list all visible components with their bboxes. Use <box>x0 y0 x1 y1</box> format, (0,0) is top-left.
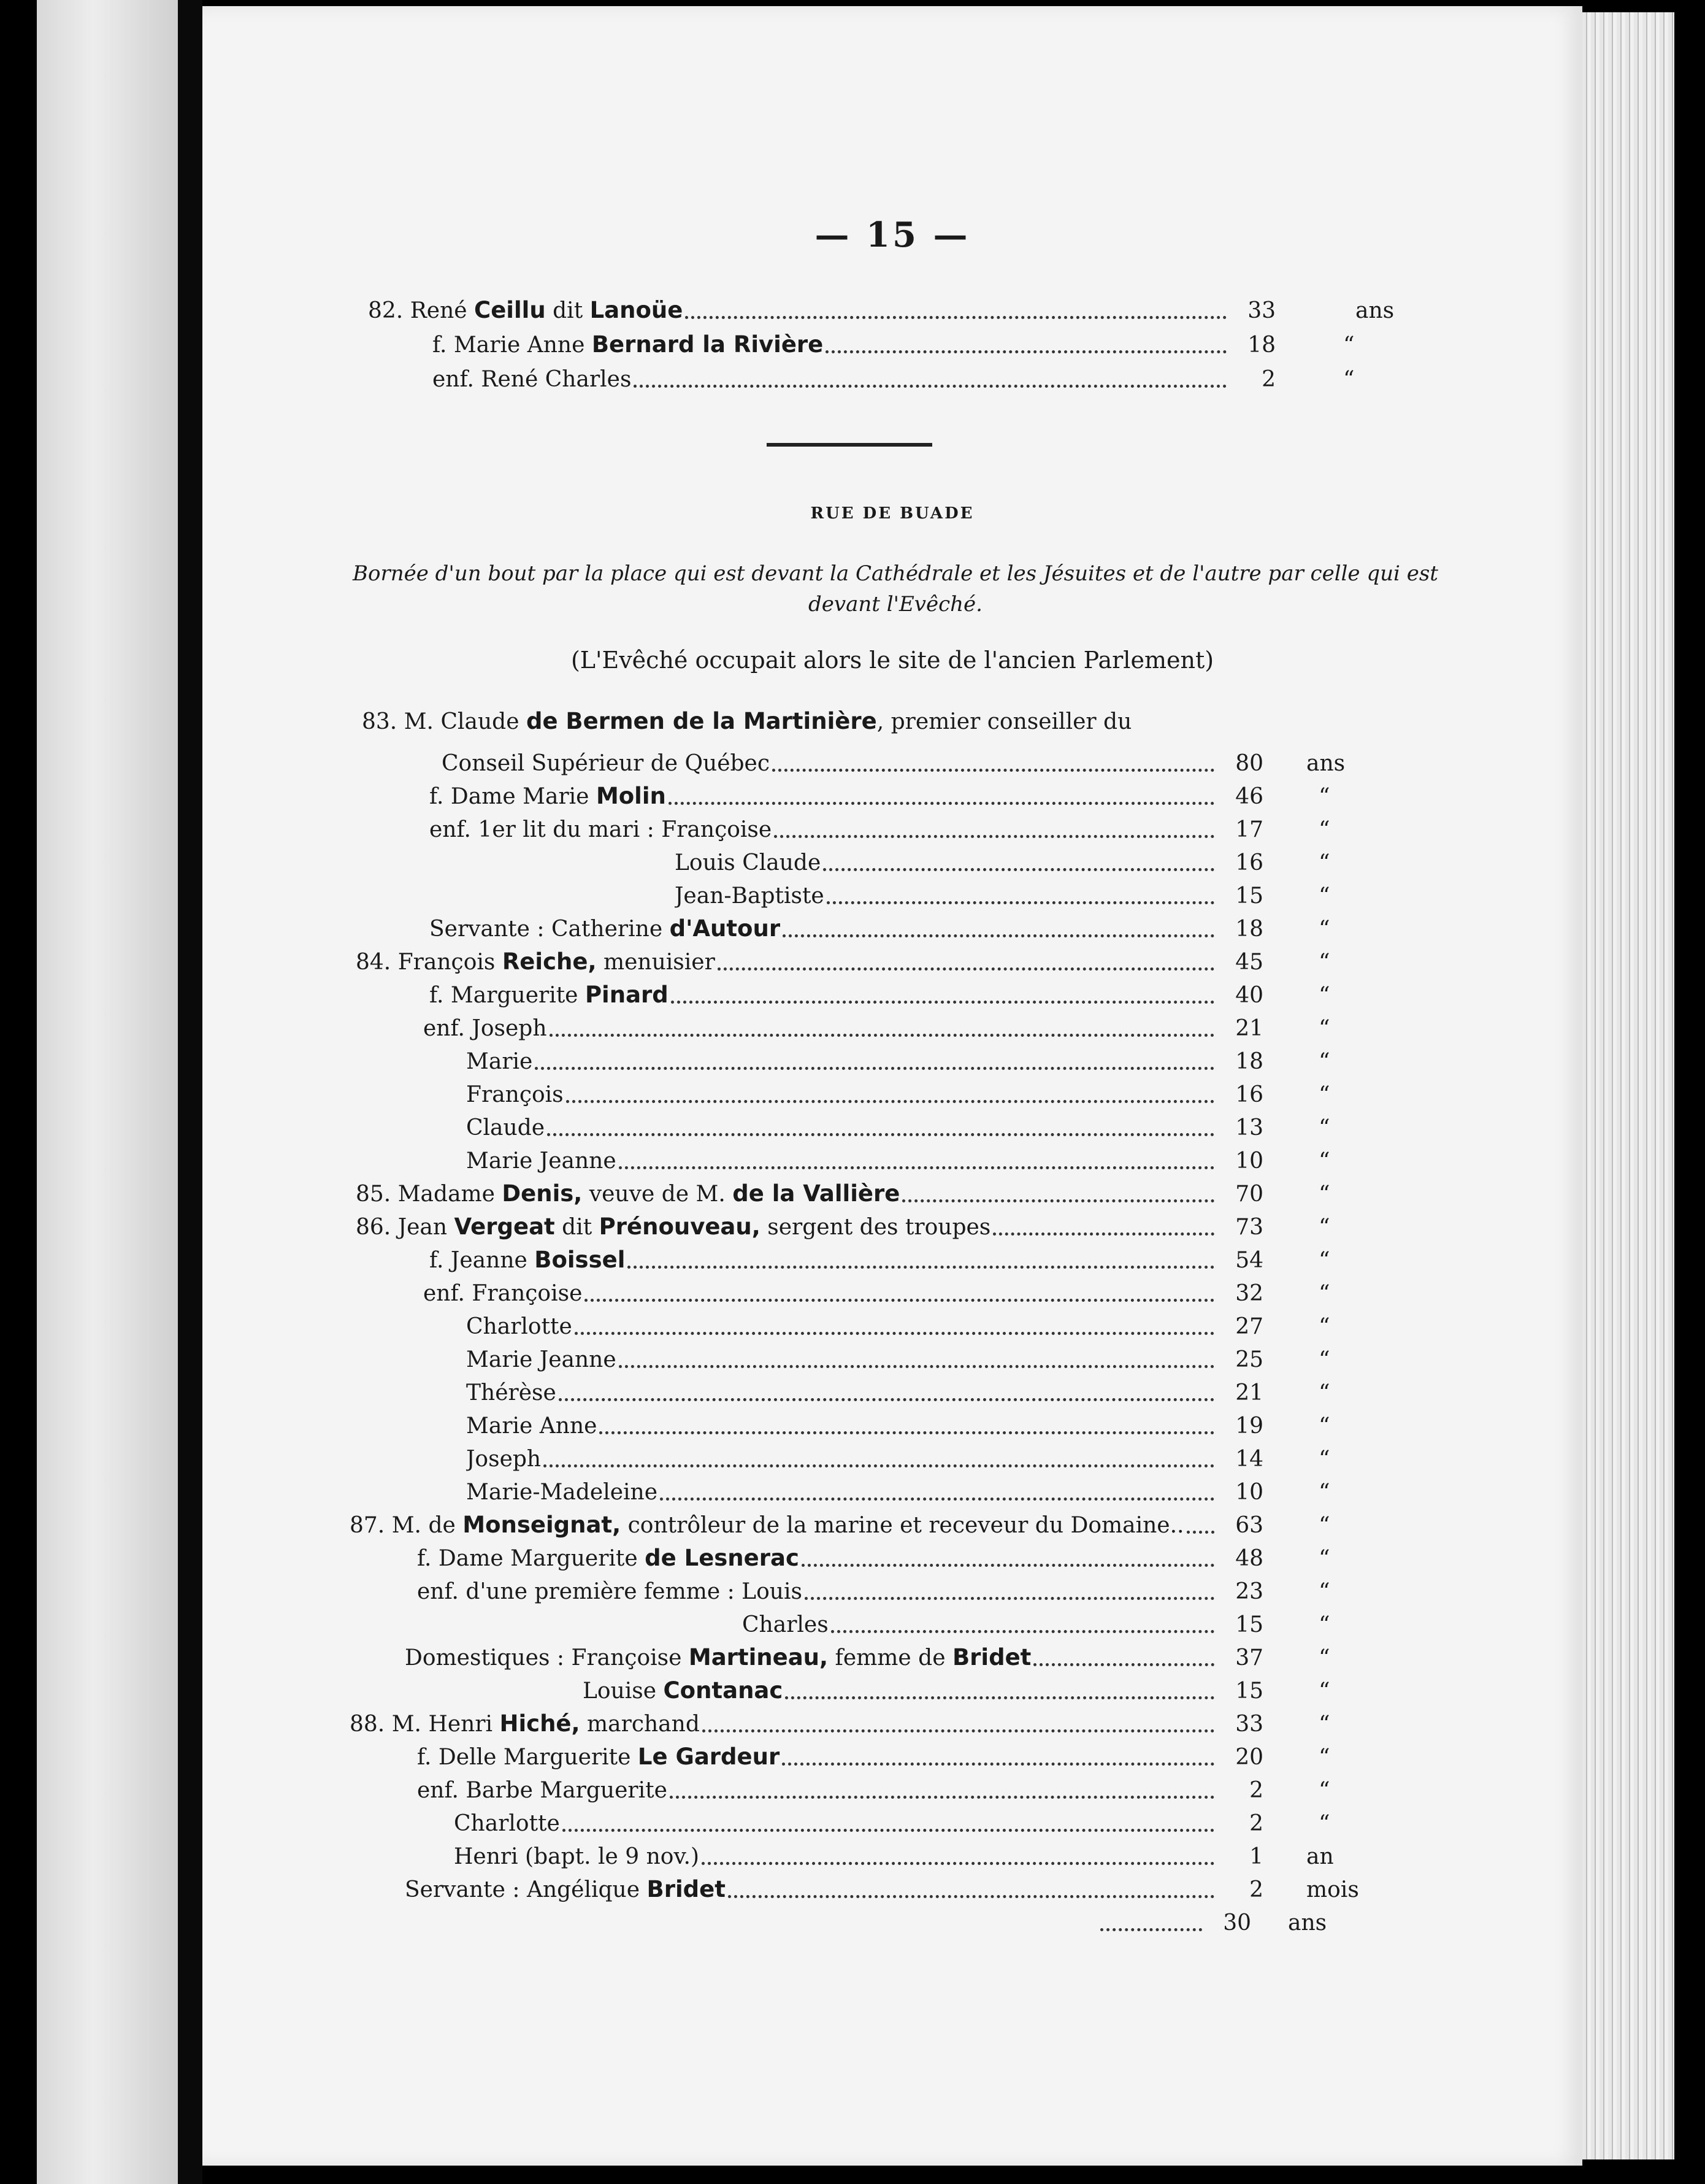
surname: Reiche, <box>502 948 597 975</box>
entry-text: 82. René <box>368 298 475 323</box>
surname: Lanoüe <box>589 297 683 323</box>
entry-text <box>466 1377 1220 1410</box>
entry-row <box>466 1079 1220 1112</box>
age-unit: ans <box>1306 751 1346 776</box>
entry-row <box>1098 1907 1208 1940</box>
document-page <box>202 6 1582 2166</box>
leader-dots <box>1100 1928 1202 1931</box>
entry-row <box>417 1542 1220 1575</box>
age-unit: “ <box>1319 817 1330 842</box>
surname: Hiché, <box>499 1710 580 1737</box>
entry-row <box>454 1840 1220 1874</box>
age-value: 15 <box>1235 1612 1263 1637</box>
surname: Boissel <box>534 1247 626 1273</box>
entry-text <box>466 1476 1220 1509</box>
age-unit: “ <box>1319 1248 1330 1273</box>
age-unit: “ <box>1319 1811 1330 1836</box>
surname: d'Autour <box>669 915 781 942</box>
age-unit: “ <box>1319 1016 1330 1041</box>
entry-text <box>675 880 1220 913</box>
entry-text <box>466 1112 1220 1145</box>
entry-text: 84. François <box>356 950 502 975</box>
entry-row <box>442 747 1220 780</box>
entry-text: Domestiques : Françoise <box>405 1645 689 1671</box>
entry-text: enf. Françoise <box>423 1281 583 1306</box>
age-unit: “ <box>1319 1645 1330 1671</box>
leader-dots <box>670 1796 1214 1799</box>
entry-text <box>454 1840 1220 1874</box>
entry-row <box>466 1344 1220 1377</box>
entry-text: 88. M. Henri <box>350 1712 500 1737</box>
entry-text: menuisier <box>596 950 715 975</box>
entry-text: Marie Anne <box>466 1413 597 1439</box>
entry-text <box>350 1708 1220 1741</box>
entry-text: Servante : Catherine <box>429 917 670 942</box>
age-unit: “ <box>1319 1678 1330 1704</box>
age-value: 25 <box>1235 1347 1263 1372</box>
entry-text <box>466 1344 1220 1377</box>
entry-text <box>1098 1907 1208 1940</box>
leader-dots <box>785 1696 1214 1699</box>
age-value: 18 <box>1247 333 1276 358</box>
entry-text: enf. 1er lit du mari : Françoise <box>429 817 772 842</box>
entry-row <box>423 1012 1220 1045</box>
leader-dots <box>584 1299 1214 1302</box>
entry-text: Claude <box>466 1115 545 1140</box>
entry-text: Marie Jeanne <box>466 1148 616 1174</box>
entry-row <box>466 1377 1220 1410</box>
leader-dots <box>826 350 1227 353</box>
entry-text: enf. René Charles <box>432 367 632 392</box>
surname: Bernard la Rivière <box>591 331 824 358</box>
entry-text: enf. Barbe Marguerite <box>417 1778 667 1803</box>
entry-text: f. Delle Marguerite <box>417 1745 638 1770</box>
left-page-edge <box>37 0 178 2184</box>
entry-text <box>356 1178 1220 1211</box>
entry-text: sergent des troupes <box>760 1215 991 1240</box>
surname: de la Vallière <box>732 1180 900 1207</box>
leader-dots <box>562 1829 1214 1832</box>
age-unit: “ <box>1319 1546 1330 1571</box>
entry-text: 83. M. Claude <box>362 709 526 734</box>
entry-text: f. Jeanne <box>429 1248 535 1273</box>
leader-dots <box>1187 1531 1215 1534</box>
leader-dots <box>702 1862 1214 1865</box>
entry-text: contrôleur de la marine et receveur du Domaine.. <box>621 1513 1184 1538</box>
entry-text: femme de <box>828 1645 952 1671</box>
age-unit: mois <box>1306 1877 1359 1902</box>
entry-row <box>466 1045 1220 1079</box>
entry-text: marchand <box>580 1712 700 1737</box>
age-unit: “ <box>1319 1082 1330 1107</box>
entry-row <box>417 1741 1220 1774</box>
entry-row <box>466 1112 1220 1145</box>
age-value: 48 <box>1235 1546 1263 1571</box>
entry-text: f. Dame Marie <box>429 784 596 809</box>
entry-text <box>429 813 1220 847</box>
age-unit: “ <box>1319 1745 1330 1770</box>
entry-row <box>417 1575 1220 1609</box>
age-value: 13 <box>1235 1115 1263 1140</box>
entry-row <box>356 1178 1220 1211</box>
entry-text <box>466 1310 1220 1344</box>
entry-text: Conseil Supérieur de Québec <box>442 751 770 776</box>
entry-text: Joseph <box>466 1447 542 1472</box>
top-entry-row <box>432 329 1233 362</box>
entry-text <box>466 1145 1220 1178</box>
gutter-shadow <box>178 0 202 2184</box>
entry-text: enf. Joseph <box>423 1016 547 1041</box>
entry-text: dit <box>554 1215 599 1240</box>
age-value: 21 <box>1235 1016 1263 1041</box>
age-value: 18 <box>1235 917 1263 942</box>
surname: Pinard <box>584 982 669 1008</box>
age-unit: “ <box>1319 950 1330 975</box>
top-entry-row <box>368 294 1233 328</box>
entry-text: Louis Claude <box>675 850 821 875</box>
surname: Monseignat, <box>462 1512 621 1538</box>
entry-text: enf. d'une première femme : Louis <box>417 1579 802 1604</box>
entry-text: 85. Madame <box>356 1182 502 1207</box>
leader-dots <box>543 1464 1214 1467</box>
leader-dots <box>559 1398 1214 1401</box>
age-value: 2 <box>1249 1877 1263 1902</box>
age-value: 15 <box>1235 883 1263 909</box>
leader-dots <box>566 1100 1214 1103</box>
age-unit: “ <box>1319 917 1330 942</box>
leader-dots <box>702 1729 1214 1732</box>
age-value: 23 <box>1235 1579 1263 1604</box>
entry-text: Charlotte <box>454 1811 560 1836</box>
leader-dots <box>619 1166 1214 1169</box>
age-unit: “ <box>1319 1513 1330 1538</box>
entry-text <box>362 706 1466 739</box>
entry-text <box>429 979 1220 1012</box>
leader-dots <box>802 1564 1214 1567</box>
age-unit: “ <box>1319 983 1330 1008</box>
entry-text <box>466 1079 1220 1112</box>
leader-dots <box>902 1199 1214 1202</box>
age-value: 17 <box>1235 817 1263 842</box>
surname: Molin <box>596 783 666 809</box>
leader-dots <box>728 1895 1214 1898</box>
entry-row <box>429 780 1220 813</box>
surname: Contanac <box>663 1677 783 1704</box>
entry-text: veuve de M. <box>582 1182 733 1207</box>
age-value: 33 <box>1235 1712 1263 1737</box>
entry-text <box>417 1575 1220 1609</box>
section-divider <box>767 443 932 447</box>
entry-text <box>417 1774 1220 1807</box>
age-value: 70 <box>1235 1182 1263 1207</box>
leader-dots <box>547 1133 1214 1136</box>
entry-text <box>742 1609 1220 1642</box>
entry-text: f. Marguerite <box>429 983 585 1008</box>
entry-text <box>442 747 1220 780</box>
entry-text <box>675 847 1220 880</box>
entry-text: Thérèse <box>466 1380 556 1405</box>
entry-text: Servante : Angélique <box>405 1877 647 1902</box>
entry-text: f. Marie Anne <box>432 333 592 358</box>
age-value: 15 <box>1235 1678 1263 1704</box>
street-note: (L'Evêché occupait alors le site de l'ancien Parlement) <box>570 647 1214 674</box>
leader-dots <box>660 1498 1214 1501</box>
entry-row <box>356 946 1220 979</box>
age-unit: “ <box>1319 1049 1330 1074</box>
surname: Bridet <box>952 1644 1032 1671</box>
leader-dots <box>669 802 1214 805</box>
entry-row <box>583 1675 1220 1708</box>
age-unit: “ <box>1319 850 1330 875</box>
entry-text <box>466 1410 1220 1443</box>
leader-dots <box>774 835 1214 838</box>
entry-row <box>454 1807 1220 1840</box>
leader-dots <box>599 1431 1214 1434</box>
entry-text: Charlotte <box>466 1314 572 1339</box>
age-value: 16 <box>1235 850 1263 875</box>
entry-row <box>466 1443 1220 1476</box>
age-value: 10 <box>1235 1480 1263 1505</box>
entry-text: 87. M. de <box>350 1513 463 1538</box>
leader-dots <box>619 1365 1214 1368</box>
age-unit: ans <box>1355 298 1395 323</box>
age-value: 16 <box>1235 1082 1263 1107</box>
top-entry-row <box>432 363 1233 396</box>
surname: Martineau, <box>688 1644 829 1671</box>
age-value: 46 <box>1235 784 1263 809</box>
age-unit: “ <box>1319 1579 1330 1604</box>
leader-dots <box>685 316 1227 319</box>
entry-text <box>466 1045 1220 1079</box>
age-value: 1 <box>1249 1844 1263 1869</box>
leader-dots <box>550 1034 1214 1037</box>
leader-dots <box>634 385 1227 388</box>
entry-row <box>675 847 1220 880</box>
leader-dots <box>718 967 1214 971</box>
surname: Denis, <box>502 1180 583 1207</box>
entry-row <box>405 1874 1220 1907</box>
age-value: 37 <box>1235 1645 1263 1671</box>
entry-row <box>466 1410 1220 1443</box>
age-value: 45 <box>1235 950 1263 975</box>
leader-dots <box>575 1332 1214 1335</box>
entry-row <box>350 1708 1220 1741</box>
age-value: 33 <box>1247 298 1276 323</box>
age-unit: “ <box>1319 1314 1330 1339</box>
age-value: 20 <box>1235 1745 1263 1770</box>
street-heading: RUE DE BUADE <box>810 504 975 523</box>
entry-row <box>675 880 1220 913</box>
entry-text <box>423 1277 1220 1310</box>
entry-text: Marie <box>466 1049 533 1074</box>
age-unit: an <box>1306 1844 1334 1869</box>
entry-row <box>429 1244 1220 1277</box>
age-value: 30 <box>1223 1910 1251 1936</box>
age-value: 80 <box>1235 751 1263 776</box>
surname: Prénouveau, <box>599 1213 761 1240</box>
age-unit: “ <box>1343 333 1355 358</box>
entry-text <box>356 1211 1220 1244</box>
leader-dots <box>782 1763 1214 1766</box>
entry-row <box>350 1509 1220 1542</box>
leader-dots <box>1033 1663 1214 1666</box>
leader-dots <box>993 1232 1214 1236</box>
entry-text <box>454 1807 1220 1840</box>
entry-text: , premier conseiller du <box>876 709 1132 734</box>
age-unit: “ <box>1319 1380 1330 1405</box>
age-unit: “ <box>1319 1115 1330 1140</box>
entry-text: Charles <box>742 1612 829 1637</box>
entry-row <box>356 1211 1220 1244</box>
entry-text: François <box>466 1082 564 1107</box>
page-stack-edge <box>1582 12 1674 2159</box>
leader-dots <box>772 769 1214 772</box>
entry-text <box>350 1509 1220 1542</box>
age-unit: “ <box>1319 1612 1330 1637</box>
age-value: 73 <box>1235 1215 1263 1240</box>
street-description: Bornée d'un bout par la place qui est devant la Cathédrale et les Jésuites et de l'autre par celle qui est devant l'Evêché. <box>353 561 1438 617</box>
age-unit: ans <box>1288 1910 1327 1936</box>
entry-text: Jean-Baptiste <box>675 883 824 909</box>
entry-text <box>356 946 1220 979</box>
age-value: 27 <box>1235 1314 1263 1339</box>
age-value: 54 <box>1235 1248 1263 1273</box>
entry-text: 86. Jean <box>356 1215 454 1240</box>
entry-text <box>429 913 1220 946</box>
entry-text: Louise <box>583 1678 664 1704</box>
entry-text <box>429 1244 1220 1277</box>
leader-dots <box>671 1001 1214 1004</box>
entry-text <box>466 1443 1220 1476</box>
page-number: — 15 — <box>814 215 970 255</box>
age-unit: “ <box>1319 1480 1330 1505</box>
age-value: 63 <box>1235 1513 1263 1538</box>
entry-text <box>423 1012 1220 1045</box>
entry-text: f. Dame Marguerite <box>417 1546 645 1571</box>
entry-row <box>429 913 1220 946</box>
age-unit: “ <box>1319 1182 1330 1207</box>
age-unit: “ <box>1319 1148 1330 1174</box>
age-value: 18 <box>1235 1049 1263 1074</box>
entry-text: Marie Jeanne <box>466 1347 616 1372</box>
entry-text <box>583 1675 1220 1708</box>
entry-text <box>417 1542 1220 1575</box>
entry-text: dit <box>545 298 590 323</box>
age-value: 40 <box>1235 983 1263 1008</box>
surname: Le Gardeur <box>637 1744 780 1770</box>
entry-text: Henri (bapt. le 9 nov.) <box>454 1844 700 1869</box>
age-value: 10 <box>1235 1148 1263 1174</box>
top-entry-text <box>368 294 1233 328</box>
surname: Bridet <box>646 1876 726 1902</box>
age-value: 19 <box>1235 1413 1263 1439</box>
leader-dots <box>535 1067 1214 1070</box>
age-unit: “ <box>1319 1413 1330 1439</box>
age-unit: “ <box>1319 1778 1330 1803</box>
age-value: 2 <box>1249 1811 1263 1836</box>
entry-row <box>417 1774 1220 1807</box>
age-unit: “ <box>1343 367 1355 392</box>
entry-text: Marie-Madeleine <box>466 1480 658 1505</box>
leader-dots <box>627 1266 1214 1269</box>
age-value: 32 <box>1235 1281 1263 1306</box>
surname: de Bermen de la Martinière <box>526 708 877 734</box>
age-unit: “ <box>1319 883 1330 909</box>
scan-border <box>1674 0 1705 2184</box>
entry-row <box>466 1145 1220 1178</box>
age-unit: “ <box>1319 784 1330 809</box>
leader-dots <box>827 901 1214 904</box>
entry-row <box>405 1642 1220 1675</box>
surname: Vergeat <box>454 1213 555 1240</box>
age-unit: “ <box>1319 1347 1330 1372</box>
leader-dots <box>831 1630 1214 1633</box>
surname: de Lesnerac <box>645 1545 799 1571</box>
entry-row <box>362 706 1466 739</box>
entry-row <box>742 1609 1220 1642</box>
age-unit: “ <box>1319 1281 1330 1306</box>
entry-row <box>466 1476 1220 1509</box>
age-value: 14 <box>1235 1447 1263 1472</box>
leader-dots <box>805 1597 1214 1600</box>
entry-row <box>429 813 1220 847</box>
entry-text <box>405 1642 1220 1675</box>
surname: Ceillu <box>474 297 546 323</box>
top-entry-text <box>432 363 1233 396</box>
age-unit: “ <box>1319 1712 1330 1737</box>
leader-dots <box>823 868 1214 871</box>
entry-row <box>429 979 1220 1012</box>
age-value: 2 <box>1262 367 1276 392</box>
age-value: 21 <box>1235 1380 1263 1405</box>
top-entry-text <box>432 329 1233 362</box>
age-unit: “ <box>1319 1447 1330 1472</box>
age-value: 2 <box>1249 1778 1263 1803</box>
age-unit: “ <box>1319 1215 1330 1240</box>
entry-text <box>417 1741 1220 1774</box>
entry-row <box>466 1310 1220 1344</box>
entry-text <box>405 1874 1220 1907</box>
entry-text <box>429 780 1220 813</box>
entry-row <box>423 1277 1220 1310</box>
leader-dots <box>783 934 1214 937</box>
